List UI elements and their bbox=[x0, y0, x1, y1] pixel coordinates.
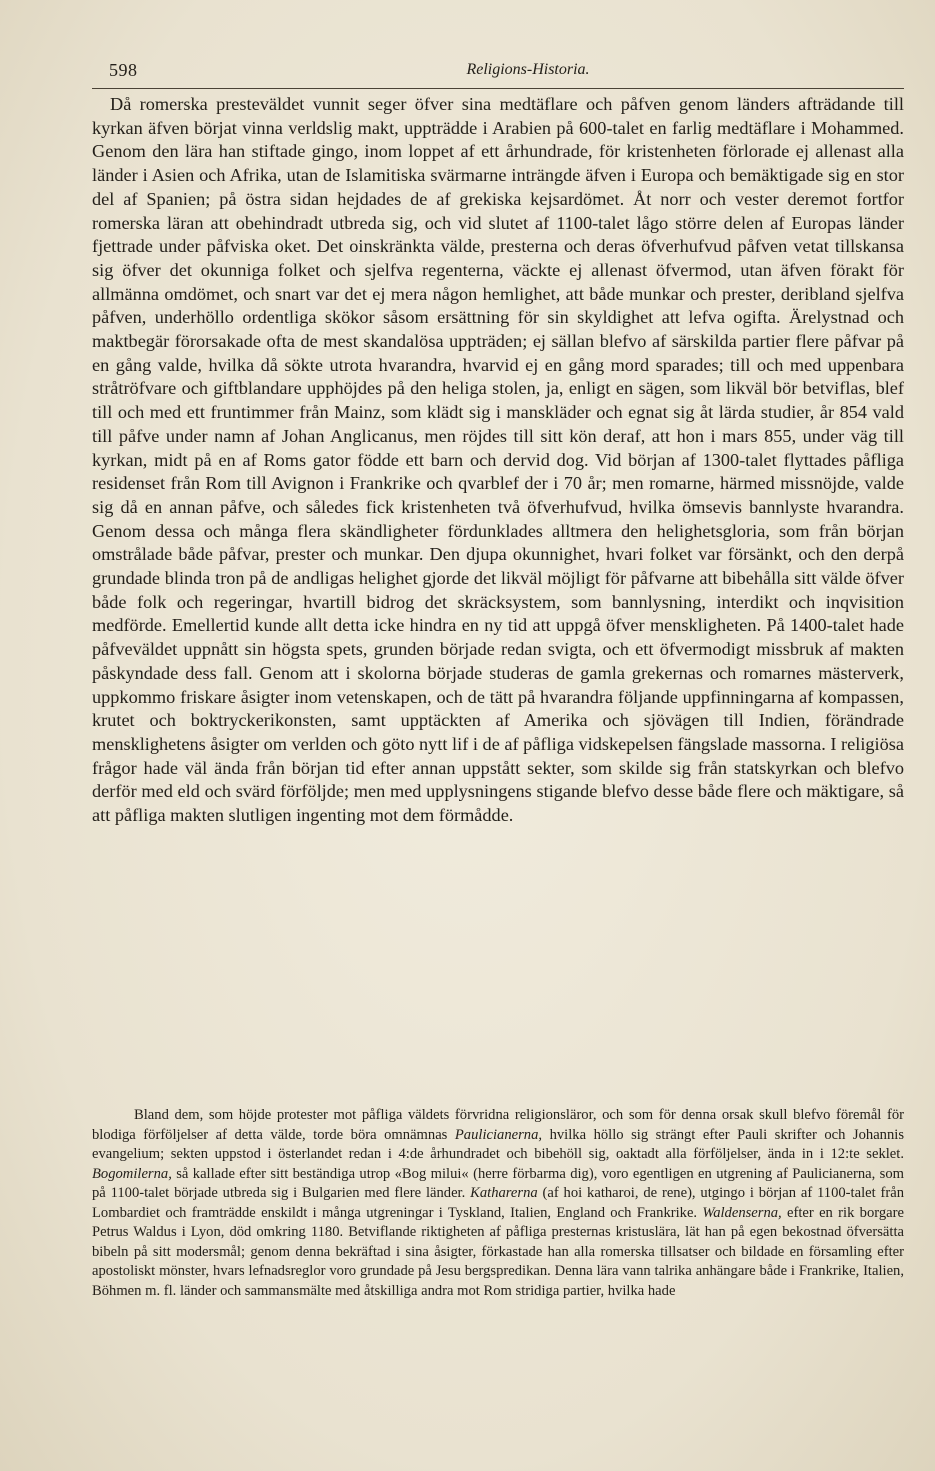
footnote-paragraph bbox=[92, 1106, 904, 1301]
main-text-paragraph: Då romerska presteväldet vunnit seger öfver sina medtäflare och påfven genom länders afträdande till kyrkan äfven börjat vinna verldslig makt, uppträdde i Arabien på 600-talet en farlig medtäflare i Mohammed. Genom den lära han stiftade gingo, inom loppet af ett århundrade, för kristenheten förlorade ej allenast alla länder i Asien och Afrika, utan de Islamitiska svärmarne inträngde äfven i Europa och bemäktigade sig en stor del af Spanien; på östra sidan hejdades de af grekiska kejsardömet. Åt norr och vester deremot fortfor romerska läran att obehindradt utbreda sig, och vid slutet af 1100-talet lågo större delen af Europas länder fjettrade under påfviska oket. Det oinskränkta välde, presterna och deras öfverhufvud påfven vetat tillskansa sig öfver det okunniga folket och sjelfva regenterna, väckte ej allenast öfvermod, utan äfven förakt för allmänna omdömet, och snart var det ej mera någon hemlighet, att både munkar och prester, deribland sjelfva påfven, underhöllo ordentliga skökor såsom ersättning för sin skyldighet att lefva ogifta. Ärelystnad och maktbegär förorsakade ofta de mest skandalösa uppträden; ej sällan blefvo af särskilda partier flere påfvar på en gång valde, hvilka då sökte utrota hvarandra, hvarvid ej en gång mord sparades; till och med uppenbara stråtröfvare och giftblandare upphöjdes på den heliga stolen, ja, enligt en sägen, som likväl bör betviflas, blef till och med ett fruntimmer från Mainz, som klädt sig i manskläder och egnat sig åt lärda studier, år 854 vald till påfve under namn af Johan Anglicanus, men röjdes till sitt kön deraf, att hon i mars 855, under väg till kyrkan, midt på en af Roms gator födde ett barn och dervid dog. Vid början af 1300-talet flyttades påfliga residenset från Rom till Avignon i Frankrike och qvarblef der i 70 år; men romarne, härmed missnöjde, valde sig då en annan påfve, och således fick kristenheten två öfverhufvud, hvilka ömsevis bannlyste hvarandra. Genom dessa och många flera skändligheter fördunklades alltmera den helighetsgloria, som från början omstrålade både påfvar, prester och munkar. Den djupa okunnighet, hvari folket var försänkt, och den derpå grundade blinda tron på de andligas helighet gjorde det likväl möjligt för påfvarne att bibehålla sitt välde öfver både folk och regeringar, hvartill bidrog det skräcksystem, som bannlysning, interdikt och inqvisition medförde. Emellertid kunde allt detta icke hindra en ny tid att uppgå öfver menskligheten. På 1400-talet hade påfveväldet uppnått sin högsta spets, grunden började redan svigta, och ett öfvermodigt missbruk af makten påskyndade dess fall. Genom att i skolorna började studeras de gamla grekernas och romarnes mästerverk, uppkommo friskare åsigter inom vetenskapen, och de tätt på hvarandra följande uppfinningarna af kompassen, krutet och boktryckerikonsten, samt upptäckten af Amerika och sjövägen till Indien, förändrade mensklighetens åsigter om verlden och göto nytt lif i de af påfliga vidskepelsen fängslade massorna. I religiösa frågor hade väl ända från början tid efter annan uppstått sekter, som skilde sig från statskyrkan och blefvo derför med eld och svärd förföljde; men med upplysningens stigande blefvo desse både flere och mäktigare, så att påfliga makten slutligen ingenting mot dem förmådde. bbox=[92, 94, 904, 826]
footnote-text-1: Bland dem, som höjde protester mot påfliga väldets förvridna religionsläror, och som för denna orsak skull blefvo föremål för blodiga förföljelser af detta välde, torde böra omnämnas bbox=[92, 1107, 904, 1143]
footnote-term-katharerna: Katharerna bbox=[470, 1185, 538, 1201]
running-title: Religions-Historia. bbox=[466, 61, 590, 78]
footnote-term-bogomilerna: Bogomilerna, bbox=[92, 1165, 172, 1182]
footnote-text-4: (af hoi katharoi, de rene), utgingo i början af 1100-talet från Lombardiet och framträdde enskildt i många utgreningar i Tyskland, Italien, England och Frankrike. bbox=[92, 1185, 904, 1221]
footnote-term-paulicianerna: Paulicianerna, bbox=[454, 1126, 543, 1143]
page-header bbox=[92, 58, 904, 88]
footnote-text-5: efter en rik borgare Petrus Waldus i Lyon, död omkring 1180. Betviflande riktigheten af påfliga presternas kristuslära, lät han på egen bekostnad öfversätta bibeln på sitt modersmål; genom denna bekräftad i sina åsigter, förkastade han alla romerska tillsatser och bildade en församling efter apostoliskt mönster, hvars lefnadsreglor voro grundade på Jesu bergspredikan. Denna lära vann talrika anhängare både i Frankrike, Italien, Böhmen m. fl. länder och sammansmälte med åtskilliga andra mot Rom stridiga partier, hvilka hade bbox=[92, 1204, 904, 1299]
footnote-term-waldenserna: Waldenserna, bbox=[702, 1204, 782, 1221]
footnote-text-3: så kallade efter sitt beständiga utrop «Bog milui« (herre förbarma dig), voro egentligen en utgrening af Paulicianerna, som på 1100-talet började utbreda sig i Bulgarien med flere länder. bbox=[92, 1165, 904, 1201]
page-number: 598 bbox=[109, 60, 138, 80]
footnote-text-2: hvilka höllo sig strängt efter Pauli skrifter och Johannis evangelium; sekten uppstod i österlandet redan i 4:de århundradet och bibehöll sig, oaktadt alla förföljelser, ända in i 12:te seklet. bbox=[92, 1126, 904, 1162]
header-rule bbox=[92, 88, 904, 89]
